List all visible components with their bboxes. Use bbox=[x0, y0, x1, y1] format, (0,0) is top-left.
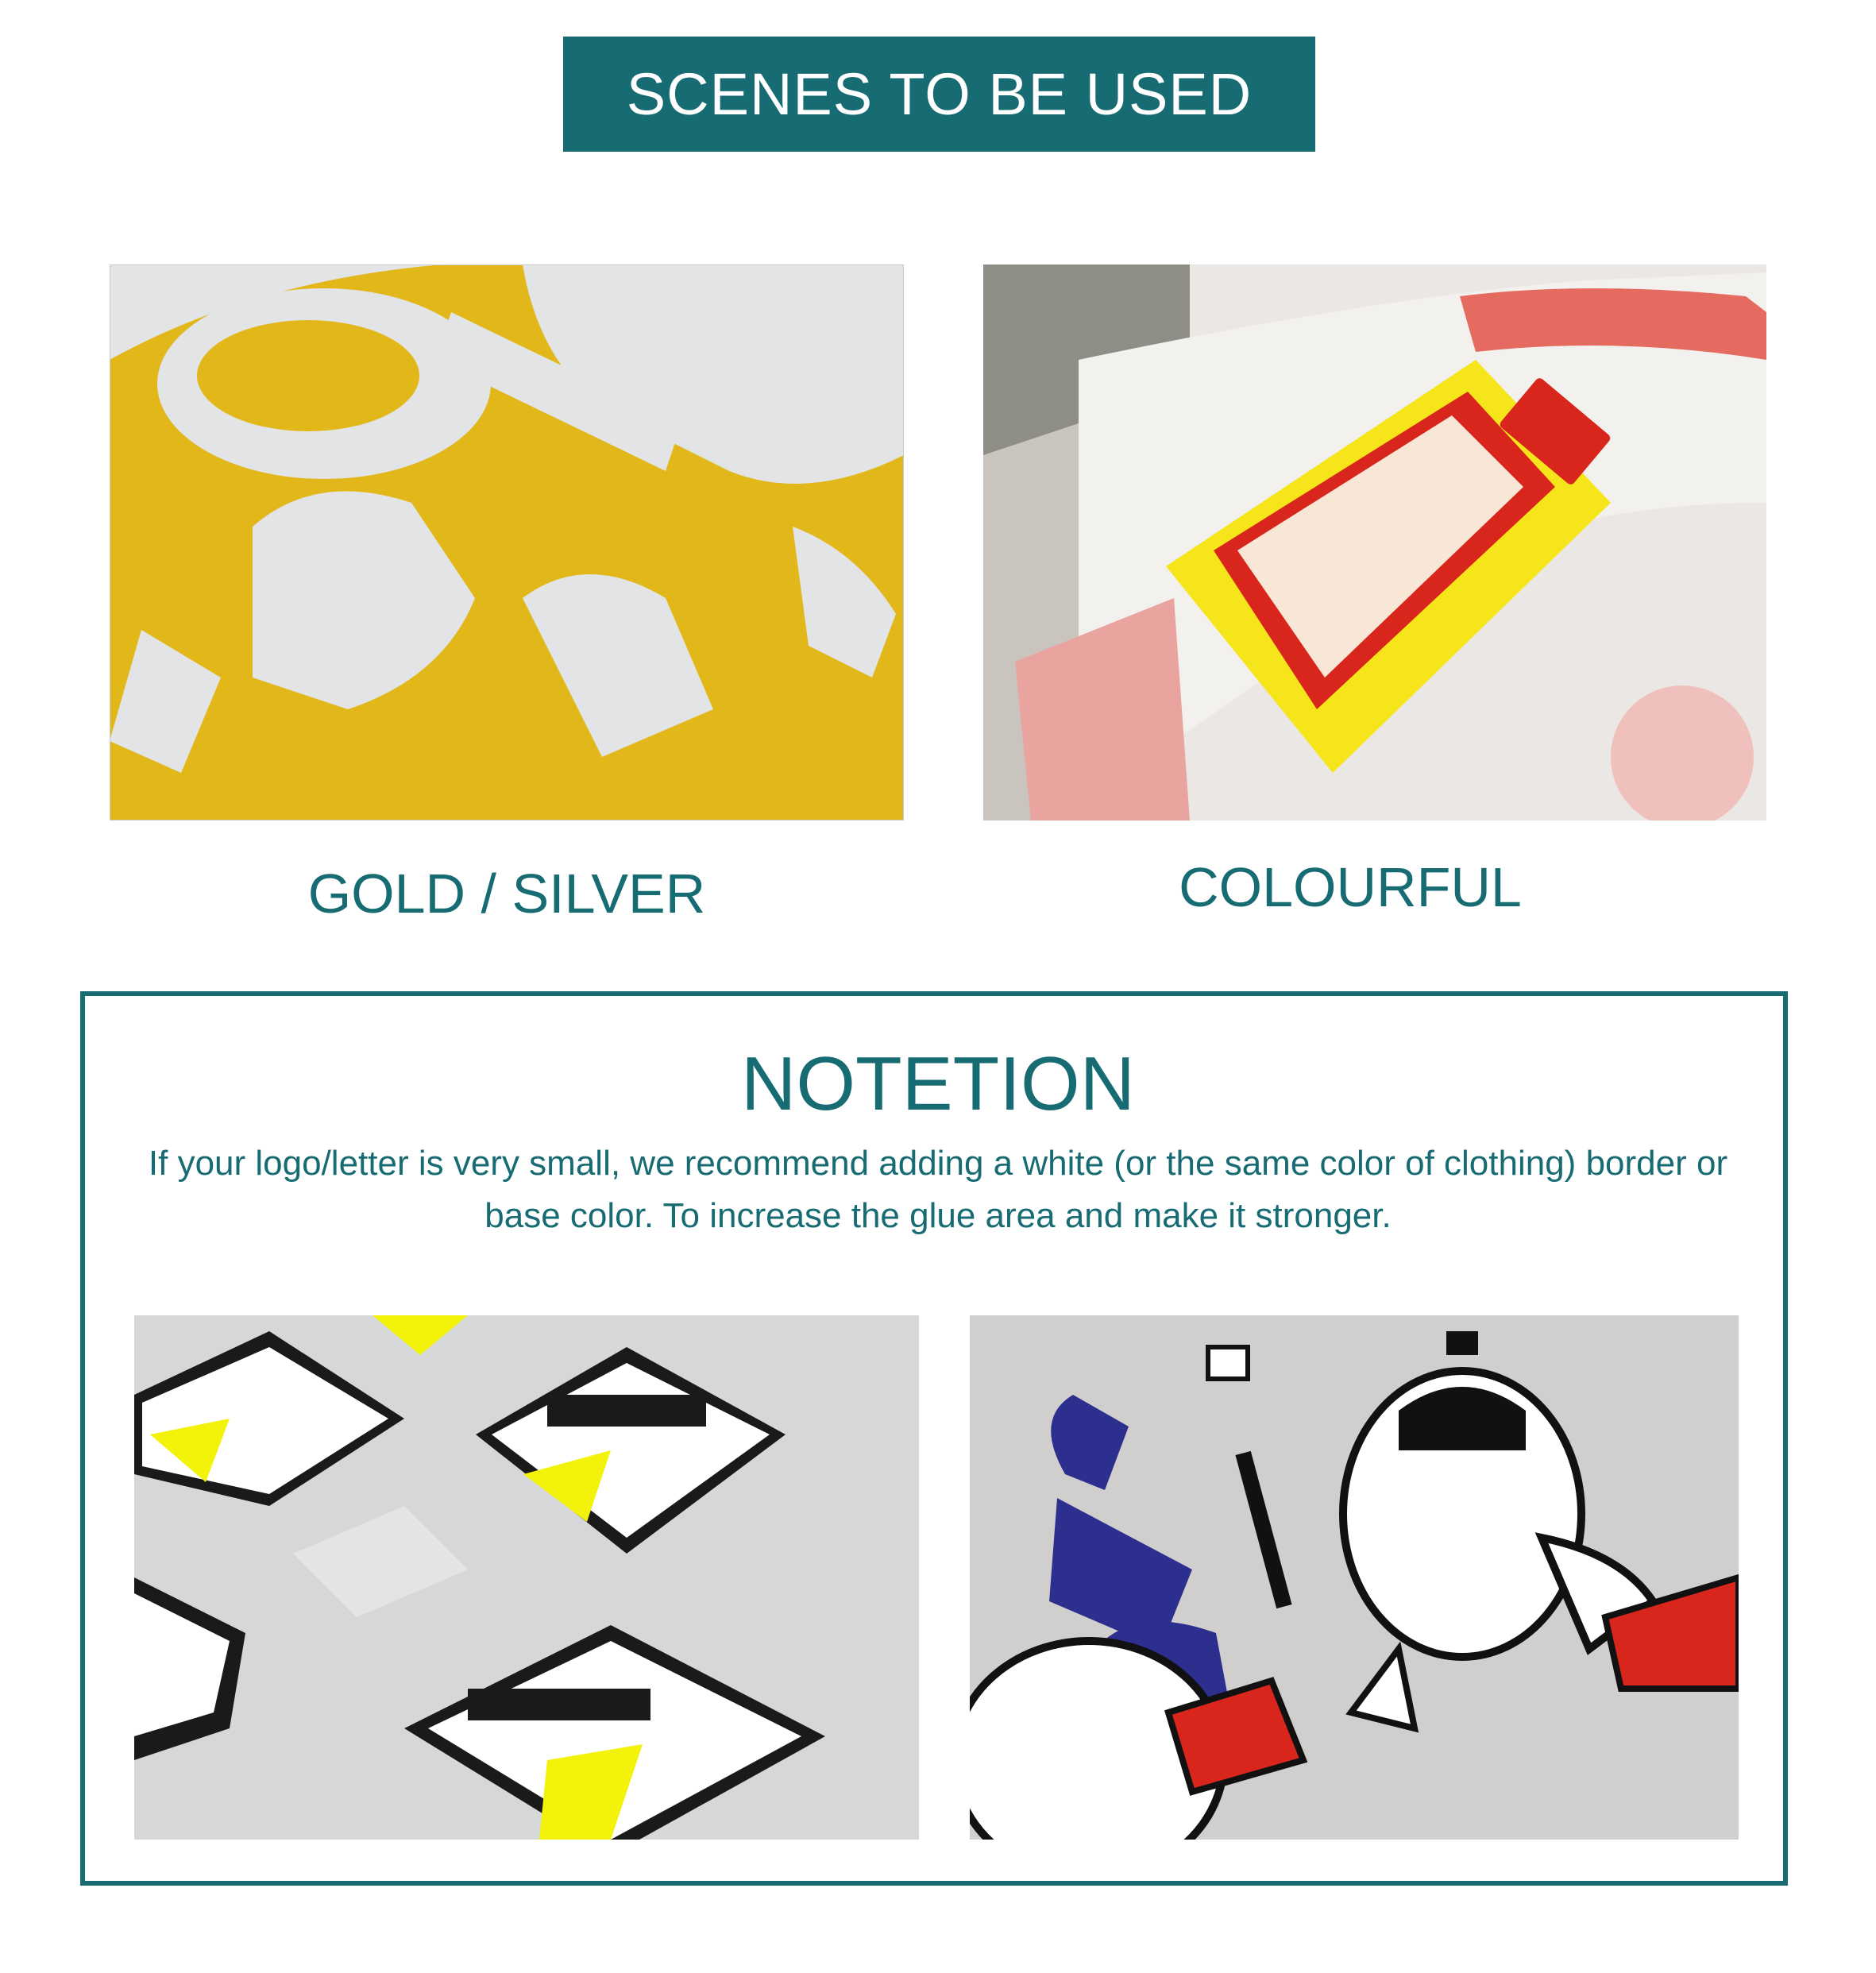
cartoon-sticker-photo bbox=[970, 1315, 1739, 1840]
section-title-banner bbox=[563, 37, 1315, 152]
colourful-photo bbox=[983, 264, 1766, 820]
notice-title: NOTETION bbox=[741, 1041, 1135, 1126]
dance-studio-sticker-photo bbox=[134, 1315, 919, 1840]
colourful-caption: COLOURFUL bbox=[1179, 856, 1522, 918]
section-title: SCENES TO BE USED bbox=[626, 61, 1253, 127]
gold-silver-photo bbox=[110, 264, 904, 820]
notice-text: If your logo/letter is very small, we recommend adding a white (or the same color of clothing) border or base color. To increase the glue area and make it stronger. bbox=[148, 1144, 1728, 1235]
gold-silver-caption: GOLD / SILVER bbox=[307, 863, 706, 925]
